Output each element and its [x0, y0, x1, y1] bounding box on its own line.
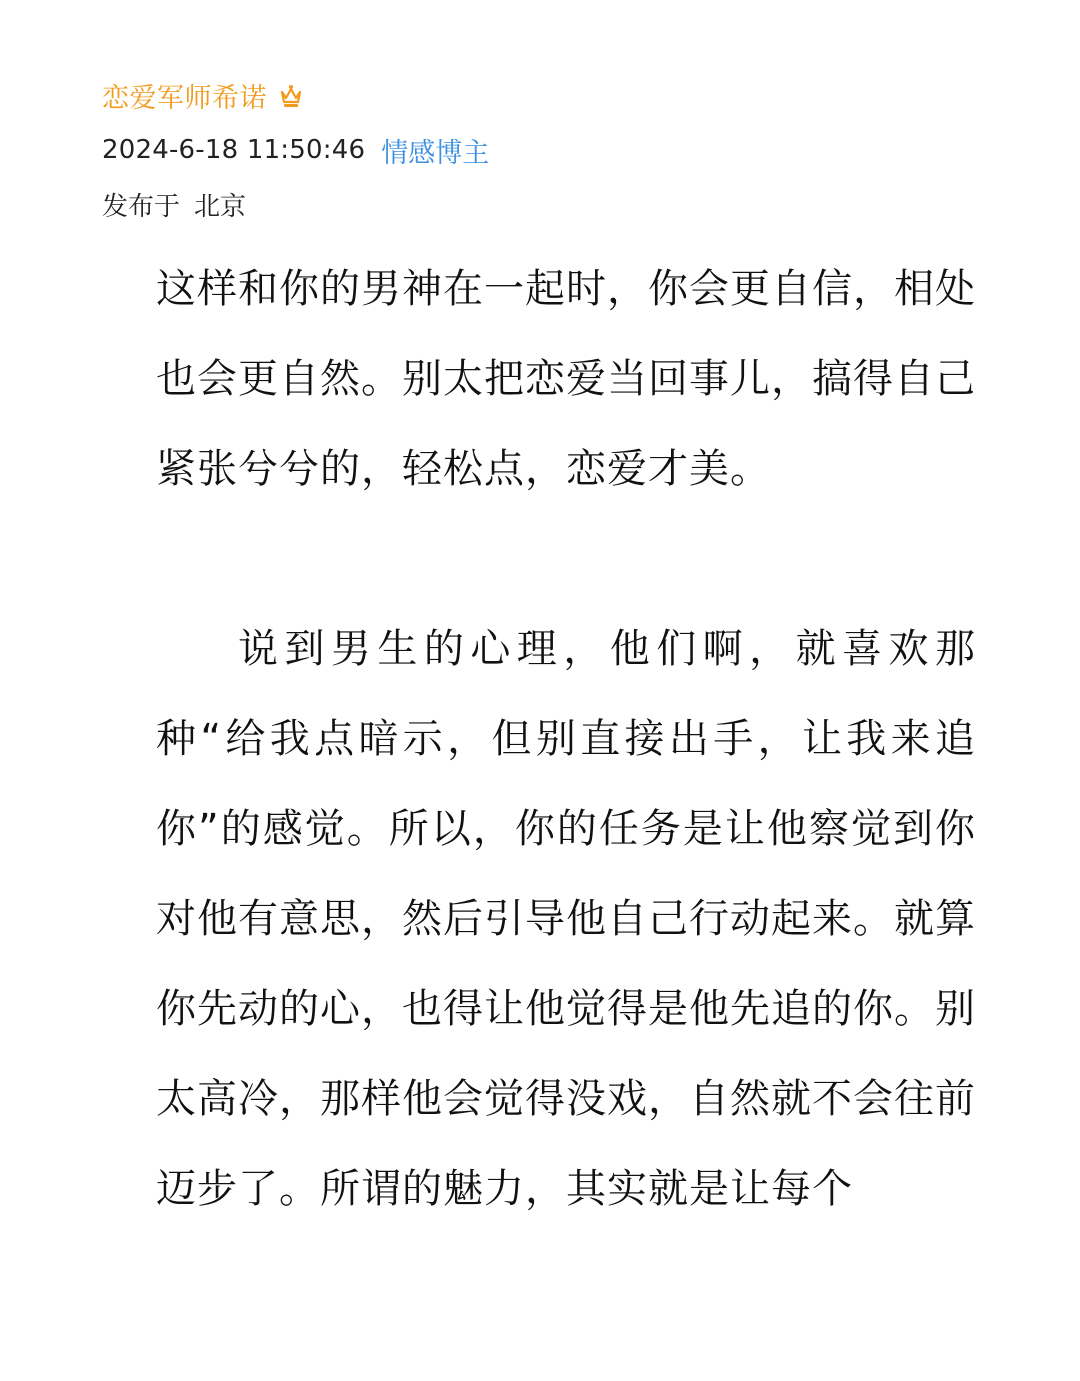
author-name[interactable]: 恋爱军师希诺 [102, 82, 267, 114]
post-header [102, 74, 1002, 224]
author-row [102, 74, 1002, 116]
paragraph-spacer [156, 514, 976, 604]
location-value: 北京 [194, 191, 247, 222]
author-tag[interactable]: 情感博主 [381, 137, 490, 169]
article-paragraph: 说到男生的心理，他们啊，就喜欢那种“给我点暗示，但别直接出手，让我来追你”的感觉。所以，你的任务是让他察觉到你对他有意思，然后引导他自己行动起来。就算你先动的心，也得让他觉得是他先追的你。别太高冷，那样他会觉得没戏，自然就不会往前迈步了。所谓的魅力，其实就是让每个 [156, 626, 976, 1212]
meta-row [102, 130, 1002, 170]
article-body [156, 244, 976, 1234]
location-row [102, 184, 1002, 224]
crown-icon [279, 83, 303, 107]
article-paragraph: 这样和你的男神在一起时，你会更自信，相处也会更自然。别太把恋爱当回事儿，搞得自己紧张兮兮的，轻松点，恋爱才美。 [156, 266, 976, 492]
post-timestamp: 2024-6-18 11:50:46 [102, 135, 366, 165]
location-label: 发布于 [102, 191, 181, 222]
